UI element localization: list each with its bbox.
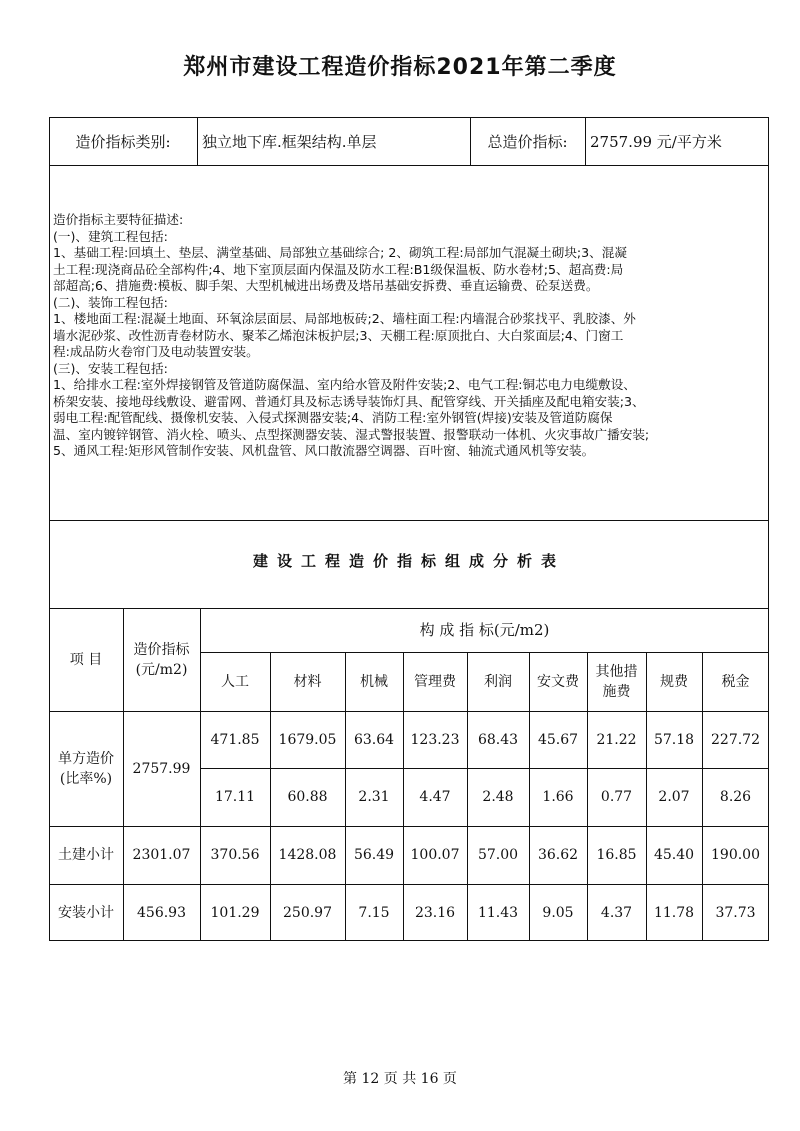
table-cell: 471.85 (210, 731, 260, 748)
description-line: 墙水泥砂浆、改性沥青卷材防水、聚苯乙烯泡沫板护层;3、天棚工程:原顶批白、大白浆面层;4、门窗工 (53, 327, 624, 343)
table-cell: 7.15 (358, 904, 390, 921)
table-cell: 123.23 (410, 731, 460, 748)
column-header: 利润 (484, 673, 512, 690)
description-line: 1、楼地面工程:混凝土地面、环氧涂层面层、局部地板砖;2、墙柱面工程:内墙混合砂浆找平、乳胶漆、外 (53, 311, 636, 326)
table-cell: 45.40 (653, 847, 695, 863)
table-cell: 16.85 (596, 847, 637, 863)
table-cell: 68.43 (477, 731, 519, 748)
table-cell: 2.07 (658, 789, 690, 805)
page-title: 郑州市建设工程造价指标2021年第二季度 (183, 55, 617, 80)
column-header: 规费 (660, 673, 688, 690)
description-line: 造价指标主要特征描述: (53, 212, 184, 227)
column-header-index: 造价指标(元/m2) (133, 641, 190, 678)
description-line: 土工程:现浇商品砼全部构件;4、地下室顶层面内保温及防水工程:B1级保温板、防水卷材;5、超高费:局 (53, 261, 624, 277)
column-header: 机械 (360, 673, 388, 690)
description-line: 部超高;6、措施费:模板、脚手架、大型机械进出场费及塔吊基础安拆费、垂直运输费、砼泵送费。 (53, 278, 599, 293)
description-line: 温、室内镀锌钢管、消火栓、喷头、点型探测器安装、湿式警报装置、报警联动一体机、火灾事故广播安装; (53, 426, 650, 442)
table-cell: 11.43 (477, 904, 519, 921)
row-index-value: 2301.07 (132, 847, 191, 863)
description-line: (一)、建筑工程包括: (53, 228, 168, 244)
divider (49, 165, 769, 166)
row-label: 单方造价(比率%) (58, 750, 114, 787)
divider (585, 117, 586, 165)
column-header: 人工 (221, 673, 249, 690)
divider (49, 520, 769, 521)
table-cell: 17.11 (214, 789, 256, 805)
column-header: 安文费 (537, 673, 579, 690)
category-label: 造价指标类别: (75, 132, 171, 151)
column-header: 材料 (293, 673, 322, 690)
feature-description (53, 212, 767, 460)
table-cell: 4.37 (600, 904, 633, 921)
table-cell: 1.66 (542, 789, 574, 805)
table-cell: 37.73 (715, 904, 756, 921)
table-cell: 9.05 (542, 904, 574, 921)
table-cell: 2.48 (482, 789, 514, 805)
row-label: 安装小计 (58, 904, 114, 921)
description-line: (三)、安装工程包括: (53, 360, 168, 376)
table-cell: 60.88 (287, 789, 328, 805)
table-cell: 57.18 (653, 731, 695, 748)
total-label: 总造价指标: (487, 132, 568, 151)
table-cell: 227.72 (711, 731, 760, 748)
table-cell: 2.31 (358, 789, 390, 805)
table-cell: 101.29 (210, 904, 260, 921)
table-cell: 370.56 (210, 847, 260, 863)
column-header: 管理费 (414, 673, 456, 690)
column-header-item: 项 目 (69, 651, 103, 668)
row-label: 土建小计 (58, 847, 114, 863)
description-line: 弱电工程:配管配线、摄像机安装、入侵式探测器安装;4、消防工程:室外钢管(焊接)安装及管道防腐保 (53, 410, 613, 425)
table-cell: 0.77 (600, 789, 633, 805)
row-index-value: 2757.99 (132, 760, 191, 777)
table-cell: 23.16 (414, 904, 456, 921)
table-cell: 57.00 (477, 847, 519, 863)
table-cell: 8.26 (719, 789, 752, 805)
table-cell: 250.97 (283, 904, 332, 921)
table-cell: 4.47 (419, 789, 451, 805)
table-cell: 56.49 (353, 847, 395, 863)
total-value: 2757.99 元/平方米 (590, 132, 722, 151)
table-cell: 63.64 (353, 731, 395, 748)
table-cell: 45.67 (537, 731, 579, 748)
table-cell: 1428.08 (278, 847, 337, 863)
column-header: 其他措施费 (595, 663, 638, 700)
table-cell: 1679.05 (278, 731, 337, 748)
category-value: 独立地下库.框架结构.单层 (202, 132, 377, 151)
page-footer: 第 12 页 共 16 页 (343, 1071, 457, 1087)
table-cell: 190.00 (711, 847, 760, 863)
description-line: 1、基础工程:回填土、垫层、满堂基础、局部独立基础综合; 2、砌筑工程:局部加气混凝土砌块;3、混凝 (53, 245, 627, 260)
description-line: 程:成品防火卷帘门及电动装置安装。 (53, 344, 259, 359)
description-line: 1、给排水工程:室外焊接钢管及管道防腐保温、室内给水管及附件安装;2、电气工程:铜芯电力电缆敷设、 (53, 377, 636, 392)
row-index-value: 456.93 (137, 904, 186, 921)
divider (197, 117, 198, 165)
description-line: 5、通风工程:矩形风管制作安装、风机盘管、风口散流器空调器、百叶窗、轴流式通风机等安装。 (53, 443, 595, 458)
table-cell: 11.78 (653, 904, 695, 921)
table-cell: 100.07 (410, 847, 460, 863)
table-title: 建设工程造价指标组成分析表 (252, 552, 565, 570)
column-header: 税金 (721, 673, 750, 690)
table-cell: 36.62 (537, 847, 579, 863)
description-line: (二)、装饰工程包括: (53, 294, 168, 310)
column-group-header: 构 成 指 标(元/m2) (419, 621, 550, 639)
description-line: 桥架安装、接地母线敷设、避雷网、普通灯具及标志诱导装饰灯具、配管穿线、开关插座及配电箱安装;3、 (53, 393, 645, 409)
table-cell: 21.22 (596, 731, 637, 748)
